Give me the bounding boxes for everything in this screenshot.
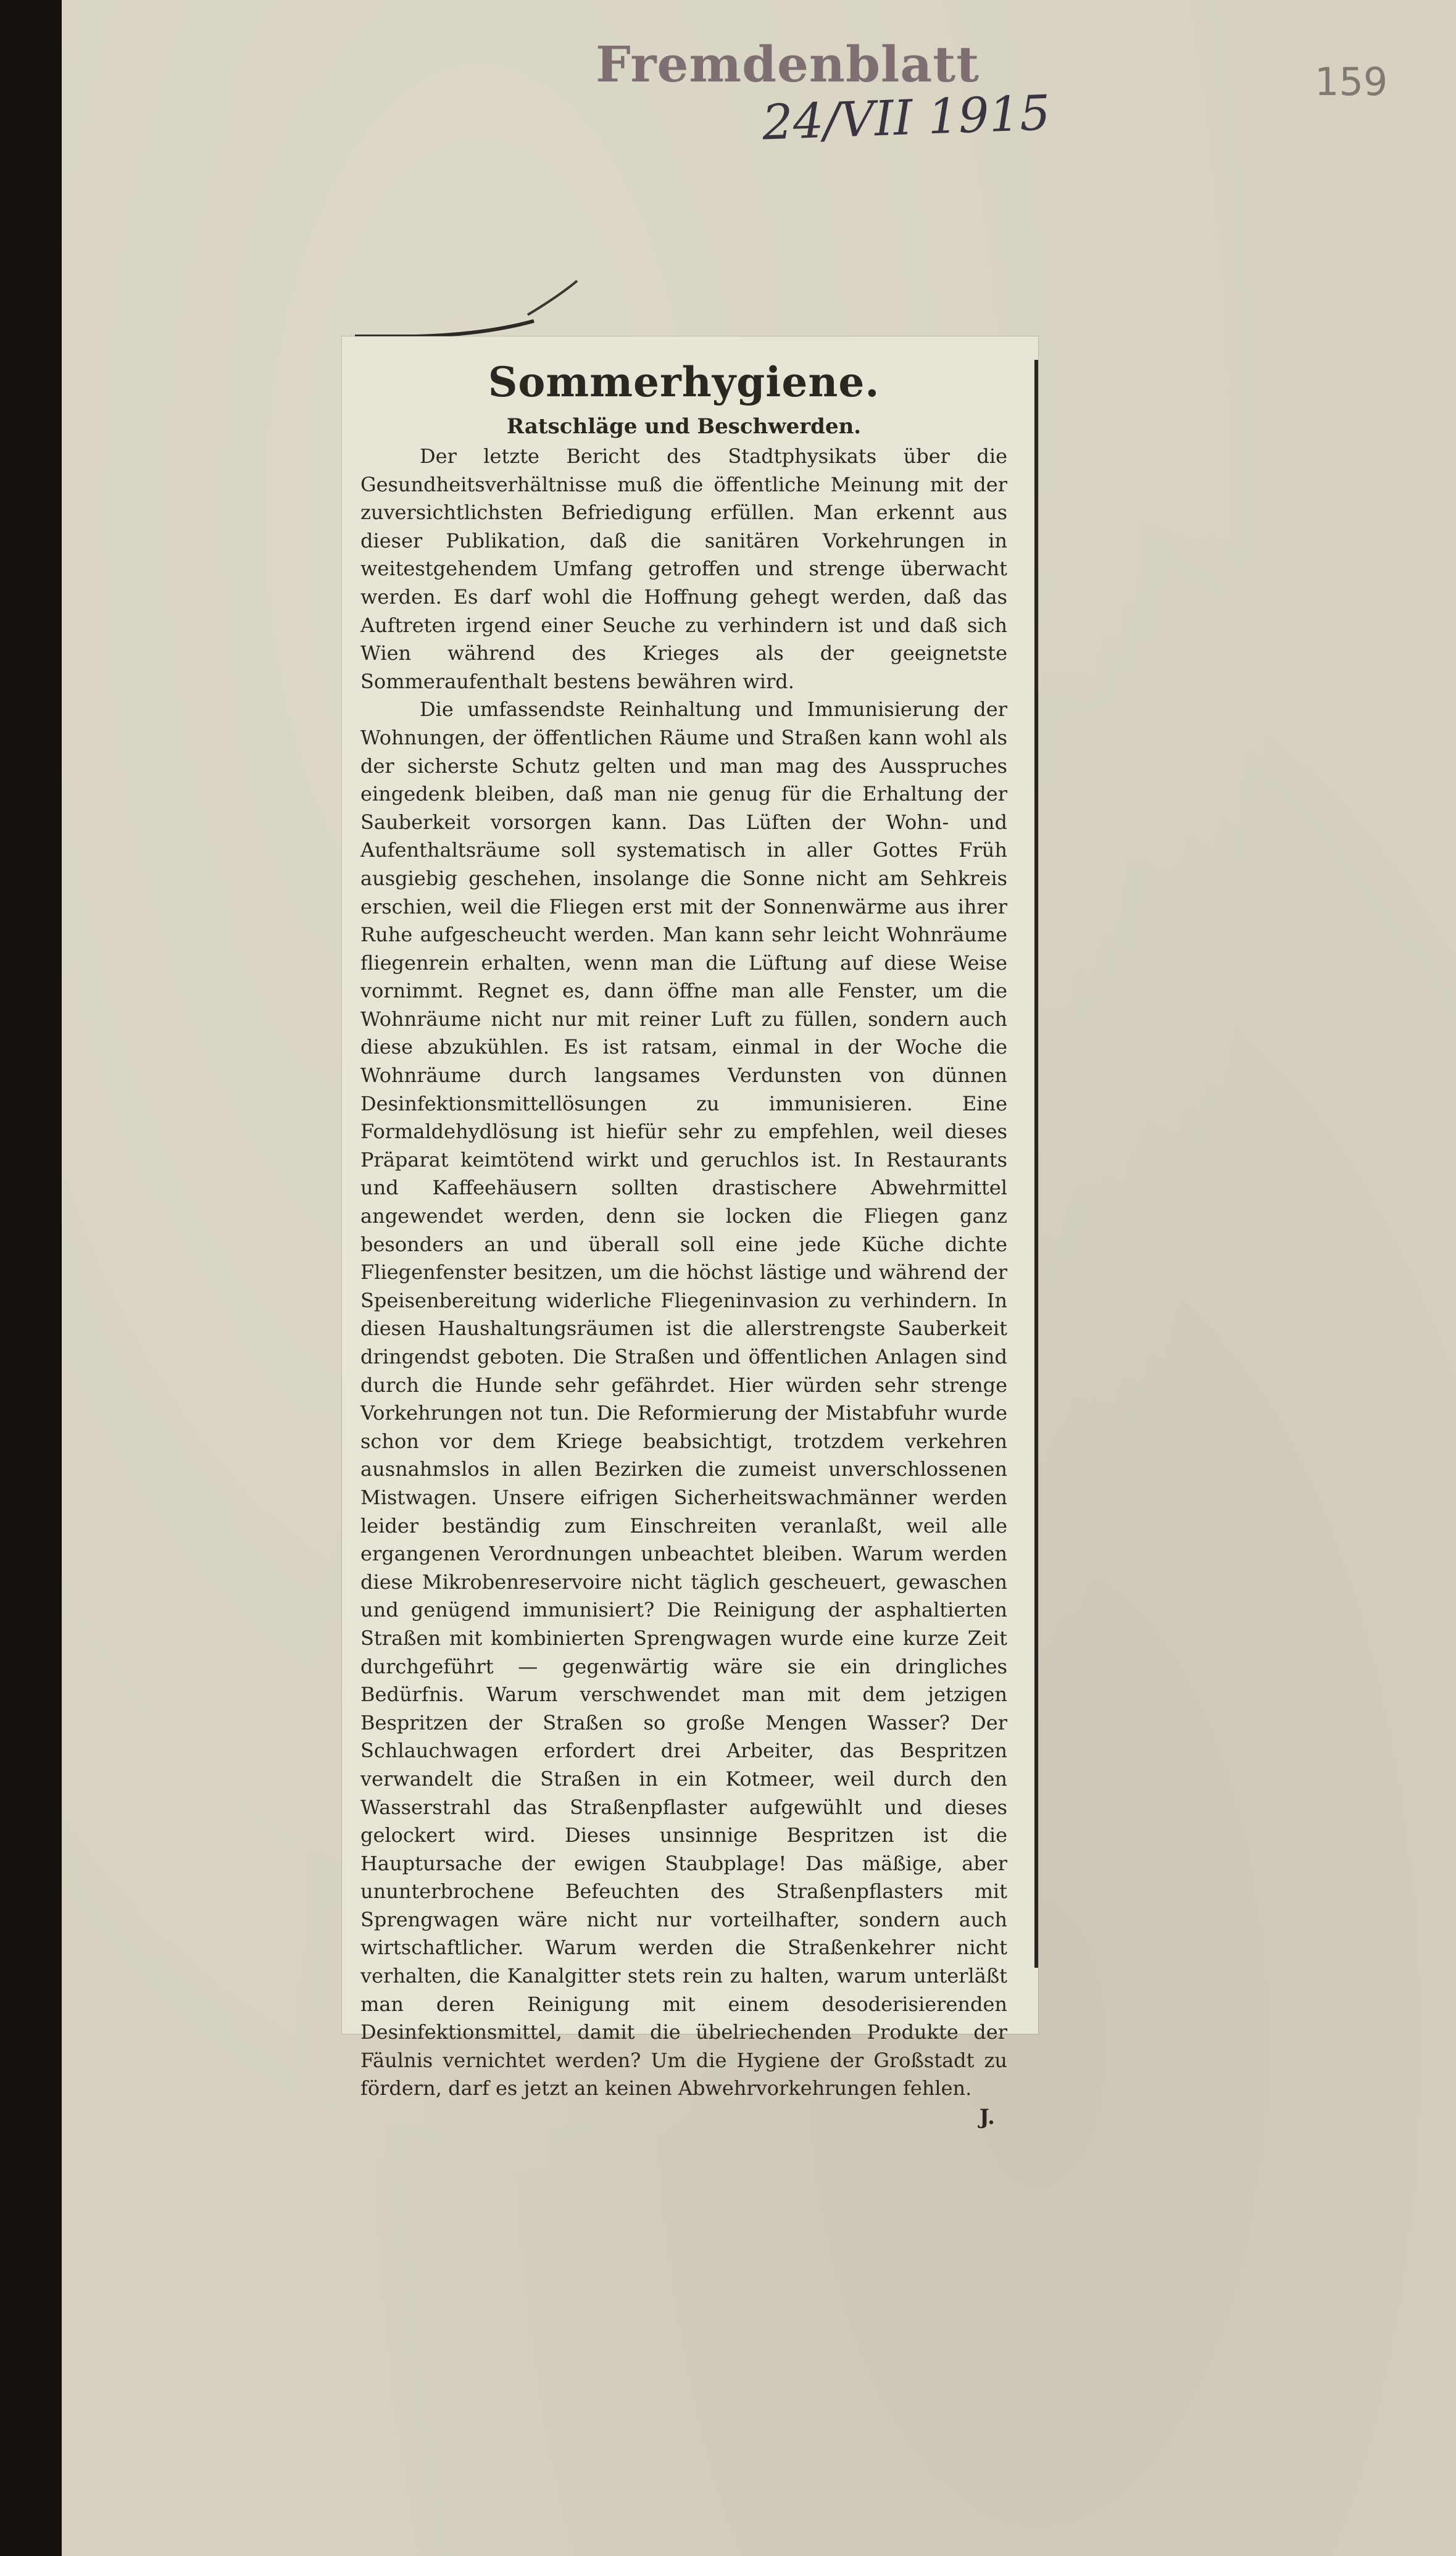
- paragraph-2: Die umfassendste Reinhaltung und Immunisierung der Wohnungen, der öffentlichen Räume und Straßen kann wohl als der sicherste Schutz gelten und man mag des Ausspruches eingedenk bleiben, daß man nie genug für die Erhaltung der Sauberkeit vorsorgen kann. Das Lüften der Wohn- und Aufenthaltsräume soll systematisch in aller Gottes Früh ausgiebig geschehen, insolange die Sonne nicht am Sehkreis erschien, weil die Fliegen erst mit der Sonnenwärme aus ihrer Ruhe aufgescheucht werden. Man kann sehr leicht Wohnräume fliegenrein erhalten, wenn man die Lüftung auf diese Weise vornimmt. Regnet es, dann öffne man alle Fenster, um die Wohnräume nicht nur mit reiner Luft zu füllen, sondern auch diese abzukühlen. Es ist ratsam, einmal in der Woche die Wohnräume durch langsames Verdunsten von dünnen Desinfektionsmittellösungen zu immunisieren. Eine Formaldehydlösung ist hiefür sehr zu empfehlen, weil dieses Präparat keimtötend wirkt und geruchlos ist. In Restaurants und Kaffeehäusern sollten drastischere Abwehrmittel angewendet werden, denn sie locken die Fliegen ganz besonders an und überall soll eine jede Küche dichte Fliegenfenster besitzen, um die höchst lästige und während der Speisenbereitung widerliche Fliegeninvasion zu verhindern. In diesen Haushaltungsräumen ist die allerstrengste Sauberkeit dringendst geboten. Die Straßen und öffentlichen Anlagen sind durch die Hunde sehr gefährdet. Hier würden sehr strenge Vorkehrungen not tun. Die Reformierung der Mistabfuhr wurde schon vor dem Kriege beabsichtigt, trotzdem verkehren ausnahmslos in allen Bezirken die zumeist unverschlossenen Mistwagen. Unsere eifrigen Sicherheitswachmänner werden leider beständig zum Einschreiten veranlaßt, weil alle ergangenen Verordnungen unbeachtet bleiben. Warum werden diese Mikrobenreservoire nicht täglich gescheuert, gewaschen und genügend immunisiert? Die Reinigung der asphaltierten Straßen mit kombinierten Sprengwagen wurde eine kurze Zeit durchgeführt — gegenwärtig wäre sie ein dringliches Bedürfnis. Warum verschwendet man mit dem jetzigen Bespritzen der Straßen so große Mengen Wasser? Der Schlauchwagen erfordert drei Arbeiter, das Bespritzen verwandelt die Straßen in ein Kotmeer, weil durch den Wasserstrahl das Straßenpflaster aufgewühlt und dieses gelockert wird. Dieses unsinnige Bespritzen ist die Hauptursache der ewigen Staubplage! Das mäßige, aber ununterbrochene Befeuchten des Straßenpflasters mit Sprengwagen wäre nicht nur vorteilhafter, sondern auch wirtschaftlicher. Warum werden die Straßenkehrer nicht verhalten, die Kanalgitter stets rein zu halten, warum unterläßt man deren Reinigung mit einem desoderisierenden Desinfektionsmittel, damit die übelriechenden Produkte der Fäulnis vernichtet werden? Um die Hygiene der Großstadt zu fördern, darf es jetzt an keinen Abwehrvorkehrungen fehlen.: [360, 697, 1007, 2100]
- handwritten-date: 24/VII 1915: [761, 85, 1052, 151]
- column-rule: [1034, 360, 1038, 1968]
- author-signature: J.: [979, 2105, 995, 2130]
- headline: Sommerhygiene.: [488, 358, 880, 406]
- subheadline: Ratschläge und Beschwerden.: [506, 414, 862, 439]
- newspaper-stamp: Fremdenblatt: [596, 35, 980, 93]
- page-number: 159: [1315, 59, 1388, 104]
- article: [360, 354, 1007, 2131]
- paragraph-1: Der letzte Bericht des Stadtphysikats über die Gesundheitsverhältnisse muß die öffentliche Meinung mit der zuversichtlichsten Befriedigung erfüllen. Man erkennt aus dieser Publikation, daß die sanitären Vorkehrungen in weitestgehendem Umfang getroffen und strenge überwacht werden. Es darf wohl die Hoffnung gehegt werden, daß das Auftreten irgend einer Seuche zu verhindern ist und daß sich Wien während des Krieges als der geeignetste Sommeraufenthalt bestens bewähren wird.: [360, 444, 1007, 693]
- newspaper-clipping: [342, 336, 1038, 2130]
